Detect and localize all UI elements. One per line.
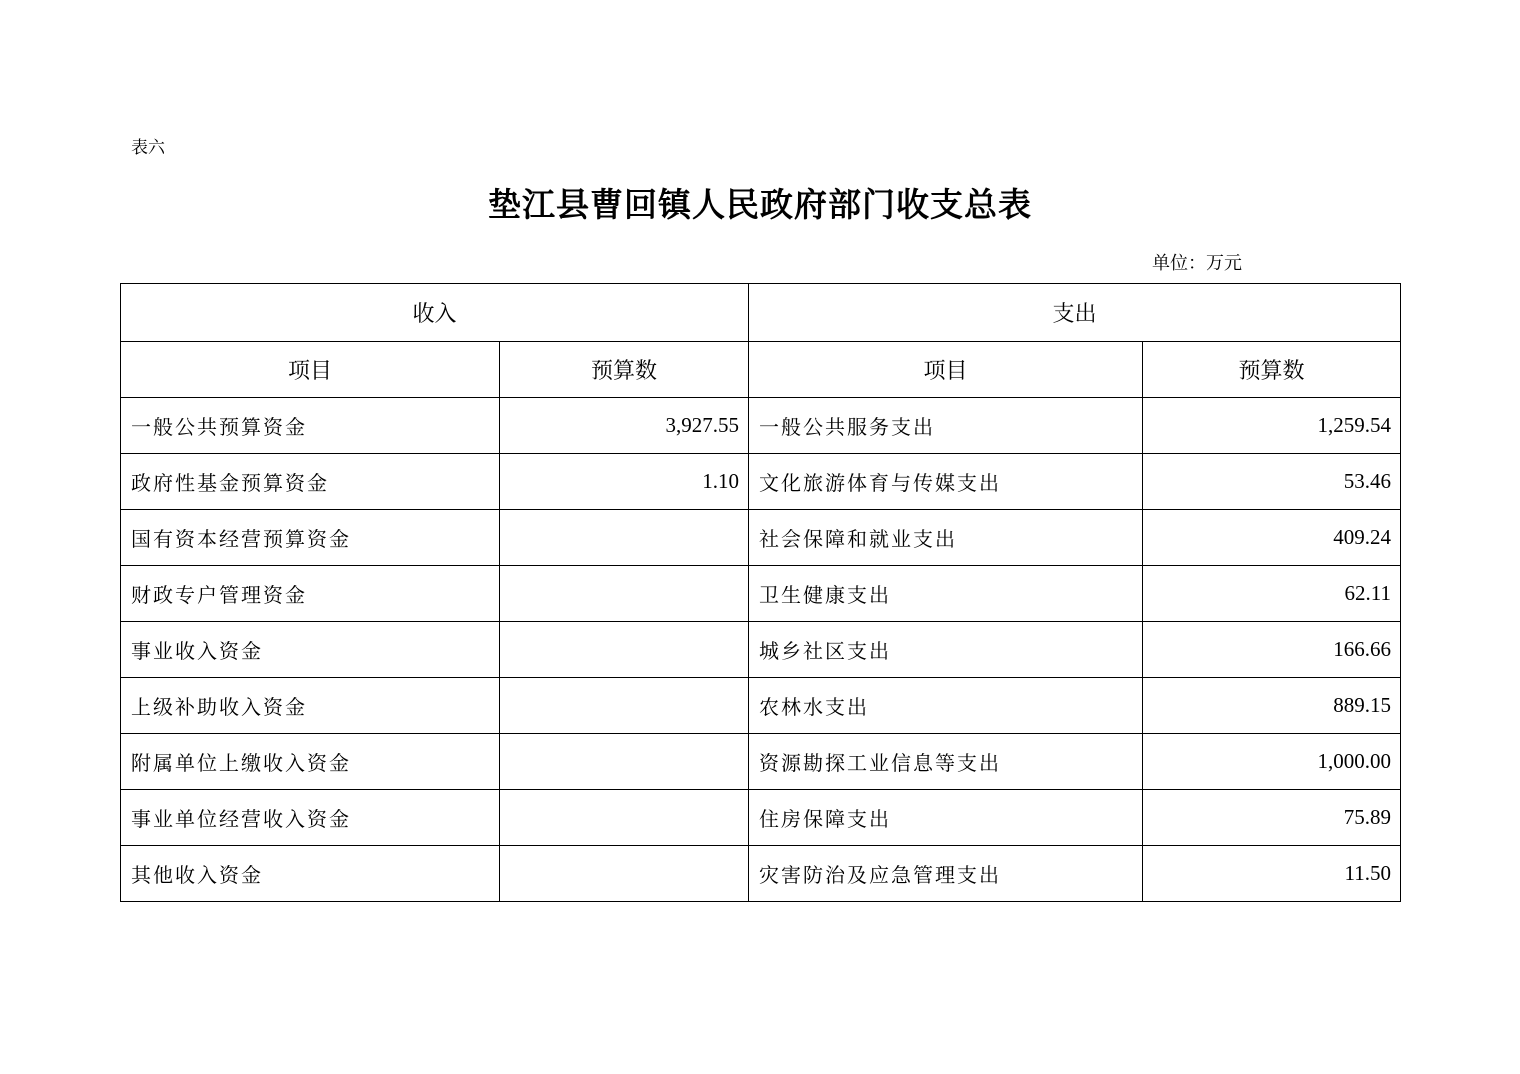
expense-item-cell: 住房保障支出 <box>749 790 1143 846</box>
table-row <box>121 734 1401 790</box>
expense-amount-header: 预算数 <box>1143 342 1401 398</box>
expense-amount-cell: 75.89 <box>1143 790 1401 846</box>
income-item-header: 项目 <box>121 342 500 398</box>
column-header-row <box>121 342 1401 398</box>
expense-amount-cell: 889.15 <box>1143 678 1401 734</box>
income-amount-cell <box>500 678 749 734</box>
group-header-row <box>121 284 1401 342</box>
income-item-cell: 政府性基金预算资金 <box>121 454 500 510</box>
income-item-cell: 上级补助收入资金 <box>121 678 500 734</box>
expense-item-header: 项目 <box>749 342 1143 398</box>
income-amount-cell: 3,927.55 <box>500 398 749 454</box>
expense-amount-cell: 62.11 <box>1143 566 1401 622</box>
income-group-header: 收入 <box>121 284 749 342</box>
table-row <box>121 678 1401 734</box>
table-row <box>121 622 1401 678</box>
expense-item-cell: 社会保障和就业支出 <box>749 510 1143 566</box>
income-amount-cell <box>500 566 749 622</box>
income-item-cell: 其他收入资金 <box>121 846 500 902</box>
table-number-label: 表六 <box>131 138 165 158</box>
income-item-cell: 事业收入资金 <box>121 622 500 678</box>
expense-amount-cell: 1,000.00 <box>1143 734 1401 790</box>
expense-item-cell: 灾害防治及应急管理支出 <box>749 846 1143 902</box>
budget-summary-table <box>120 283 1401 902</box>
expense-item-cell: 卫生健康支出 <box>749 566 1143 622</box>
expense-amount-cell: 53.46 <box>1143 454 1401 510</box>
table-row <box>121 790 1401 846</box>
page-title: 垫江县曹回镇人民政府部门收支总表 <box>488 185 1032 224</box>
table-row <box>121 510 1401 566</box>
unit-label: 单位：万元 <box>1152 253 1242 274</box>
income-amount-cell <box>500 510 749 566</box>
expense-item-cell: 城乡社区支出 <box>749 622 1143 678</box>
income-amount-header: 预算数 <box>500 342 749 398</box>
income-item-cell: 事业单位经营收入资金 <box>121 790 500 846</box>
expense-item-cell: 资源勘探工业信息等支出 <box>749 734 1143 790</box>
expense-amount-cell: 166.66 <box>1143 622 1401 678</box>
income-amount-cell <box>500 790 749 846</box>
income-amount-cell <box>500 846 749 902</box>
income-amount-cell <box>500 622 749 678</box>
income-amount-cell: 1.10 <box>500 454 749 510</box>
income-amount-cell <box>500 734 749 790</box>
table-row <box>121 846 1401 902</box>
expense-item-cell: 一般公共服务支出 <box>749 398 1143 454</box>
income-item-cell: 一般公共预算资金 <box>121 398 500 454</box>
expense-amount-cell: 409.24 <box>1143 510 1401 566</box>
expense-amount-cell: 1,259.54 <box>1143 398 1401 454</box>
expense-item-cell: 农林水支出 <box>749 678 1143 734</box>
table-row <box>121 566 1401 622</box>
expense-item-cell: 文化旅游体育与传媒支出 <box>749 454 1143 510</box>
table-row <box>121 454 1401 510</box>
table-row <box>121 398 1401 454</box>
expense-group-header: 支出 <box>749 284 1401 342</box>
expense-amount-cell: 11.50 <box>1143 846 1401 902</box>
income-item-cell: 国有资本经营预算资金 <box>121 510 500 566</box>
income-item-cell: 附属单位上缴收入资金 <box>121 734 500 790</box>
income-item-cell: 财政专户管理资金 <box>121 566 500 622</box>
